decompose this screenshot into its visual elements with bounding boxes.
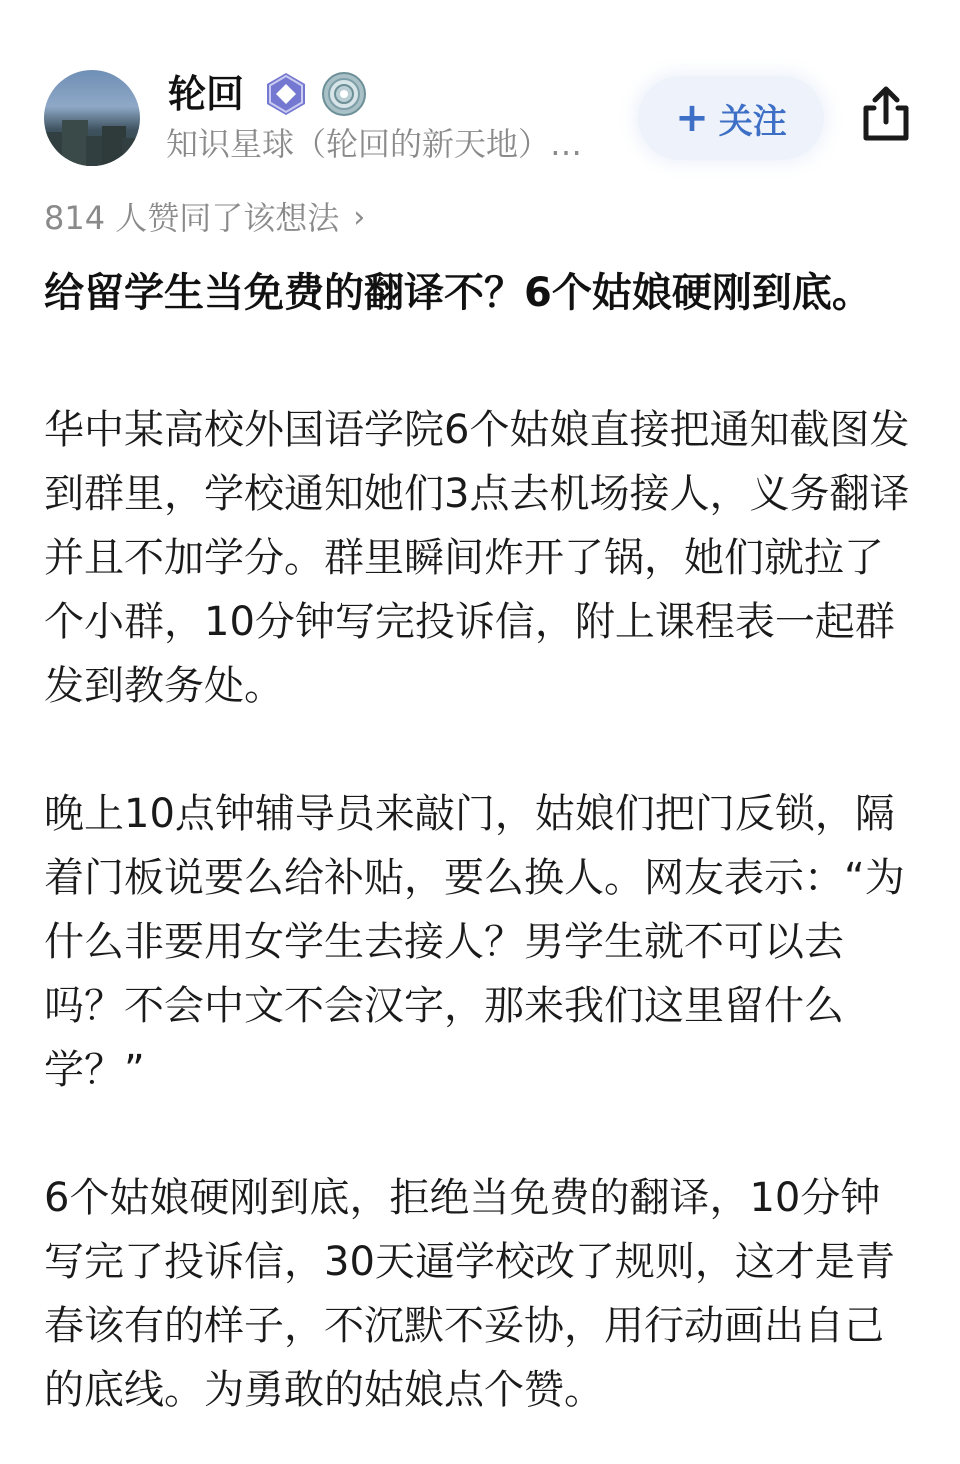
likes-count-link[interactable] bbox=[44, 196, 365, 240]
follow-label: 关注 bbox=[718, 101, 787, 142]
author-description: 知识星球（轮回的新天地）… bbox=[166, 125, 583, 163]
circle-badge-icon bbox=[320, 70, 368, 118]
paragraph: 晚上10点钟辅导员来敲门，姑娘们把门反锁，隔着门板说要么给补贴，要么换人。网友表示：“为什么非要用女学生去接人？男学生就不可以去吗？不会中文不会汉字，那来我们这里留什么学？” bbox=[44, 791, 905, 1093]
post-title: 给留学生当免费的翻译不？6个姑娘硬刚到底。 bbox=[44, 270, 872, 316]
diamond-badge-icon bbox=[262, 70, 310, 118]
follow-button[interactable] bbox=[638, 76, 824, 160]
post-body bbox=[44, 398, 916, 1464]
author-name[interactable]: 轮回 bbox=[168, 72, 245, 116]
chevron-right-icon: › bbox=[353, 200, 366, 235]
plus-icon: + bbox=[675, 95, 709, 141]
paragraph: 6个姑娘硬刚到底，拒绝当免费的翻译，10分钟写完了投诉信，30天逼学校改了规则，这才是青春该有的样子，不沉默不妥协，用行动画出自己的底线。为勇敢的姑娘点个赞。 bbox=[44, 1175, 895, 1413]
share-icon[interactable] bbox=[858, 84, 914, 144]
avatar[interactable] bbox=[44, 70, 140, 166]
paragraph: 华中某高校外国语学院6个姑娘直接把通知截图发到群里，学校通知她们3点去机场接人，义务翻译并且不加学分。群里瞬间炸开了锅，她们就拉了个小群，10分钟写完投诉信，附上课程表一起群发到教务处。 bbox=[44, 407, 910, 709]
post-header bbox=[0, 0, 960, 190]
likes-text: 814 人赞同了该想法 bbox=[44, 199, 340, 237]
